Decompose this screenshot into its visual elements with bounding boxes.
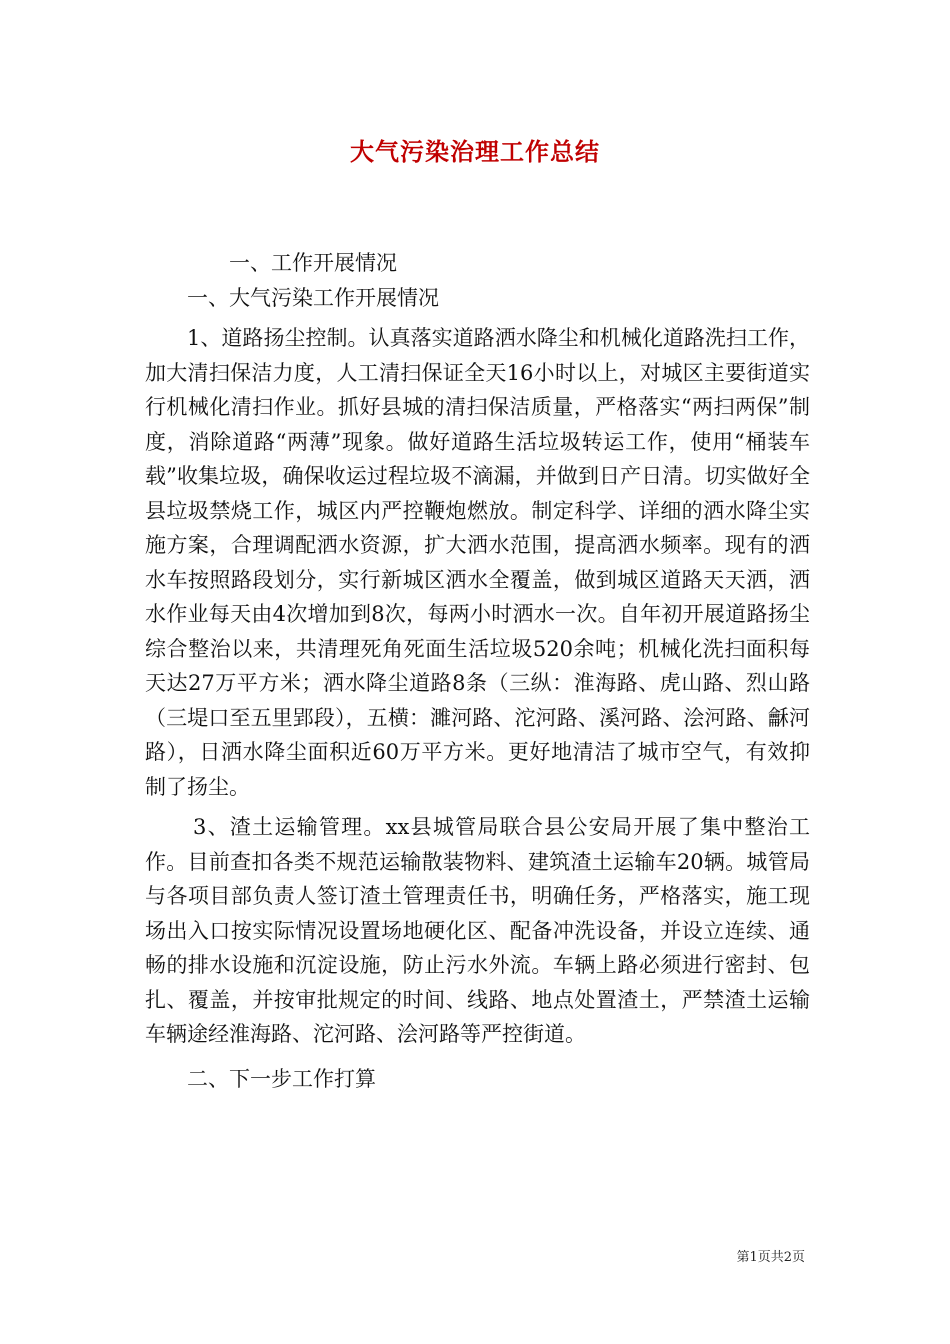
page-title: 大气污染治理工作总结 (350, 137, 600, 166)
section-heading-work-status: 一、工作开展情况 (229, 251, 397, 275)
subsection-heading-air-pollution: 一、大气污染工作开展情况 (187, 285, 439, 310)
paragraph-road-dust-control: 1、道路扬尘控制。认真落实道路洒水降尘和机械化道路洗扫工作，加大清扫保洁力度，人工清扫保证全天16小时以上，对城区主要街道实行机械化清扫作业。抓好县城的清扫保洁质量，严格落实“两扫两保”制度，消除道路“两薄”现象。做好道路生活垃圾转运工作，使用“桶装车载”收集垃圾，确保收运过程垃圾不滴漏，并做到日产日清。切实做好全县垃圾禁烧工作，城区内严控鞭炮燃放。制定科学、详细的洒水降尘实施方案，合理调配洒水资源，扩大洒水范围，提高洒水频率。现有的洒水车按照路段划分，实行新城区洒水全覆盖，做到城区道路天天洒，洒水作业每天由4次增加到8次，每两小时洒水一次。自年初开展道路扬尘综合整治以来，共清理死角死面生活垃圾520余吨；机械化洗扫面积每天达27万平方米；洒水降尘道路8条（三纵：淮海路、虎山路、烈山路（三堤口至五里郢段），五横：濉河路、沱河路、溪河路、浍河路、龢河路），日洒水降尘面积近60万平方米。更好地清洁了城市空气，有效抑制了扬尘。 (145, 326, 810, 799)
section-heading-next-steps: 二、下一步工作打算 (187, 1066, 376, 1091)
document-body (145, 246, 810, 1096)
paragraph-muck-transport: 3、渣土运输管理。xx县城管局联合县公安局开展了集中整治工作。目前查扣各类不规范运输散装物料、建筑渣土运输车20辆。城管局与各项目部负责人签订渣土管理责任书，明确任务，严格落实，施工现场出入口按实际情况设置场地硬化区、配备冲洗设备，并设立连续、通畅的排水设施和沉淀设施，防止污水外流。车辆上路必须进行密封、包扎、覆盖，并按审批规定的时间、线路、地点处置渣土，严禁渣土运输车辆途经淮海路、沱河路、浍河路等严控街道。 (145, 815, 810, 1046)
page-number: 第1页共2页 (736, 1250, 805, 1265)
